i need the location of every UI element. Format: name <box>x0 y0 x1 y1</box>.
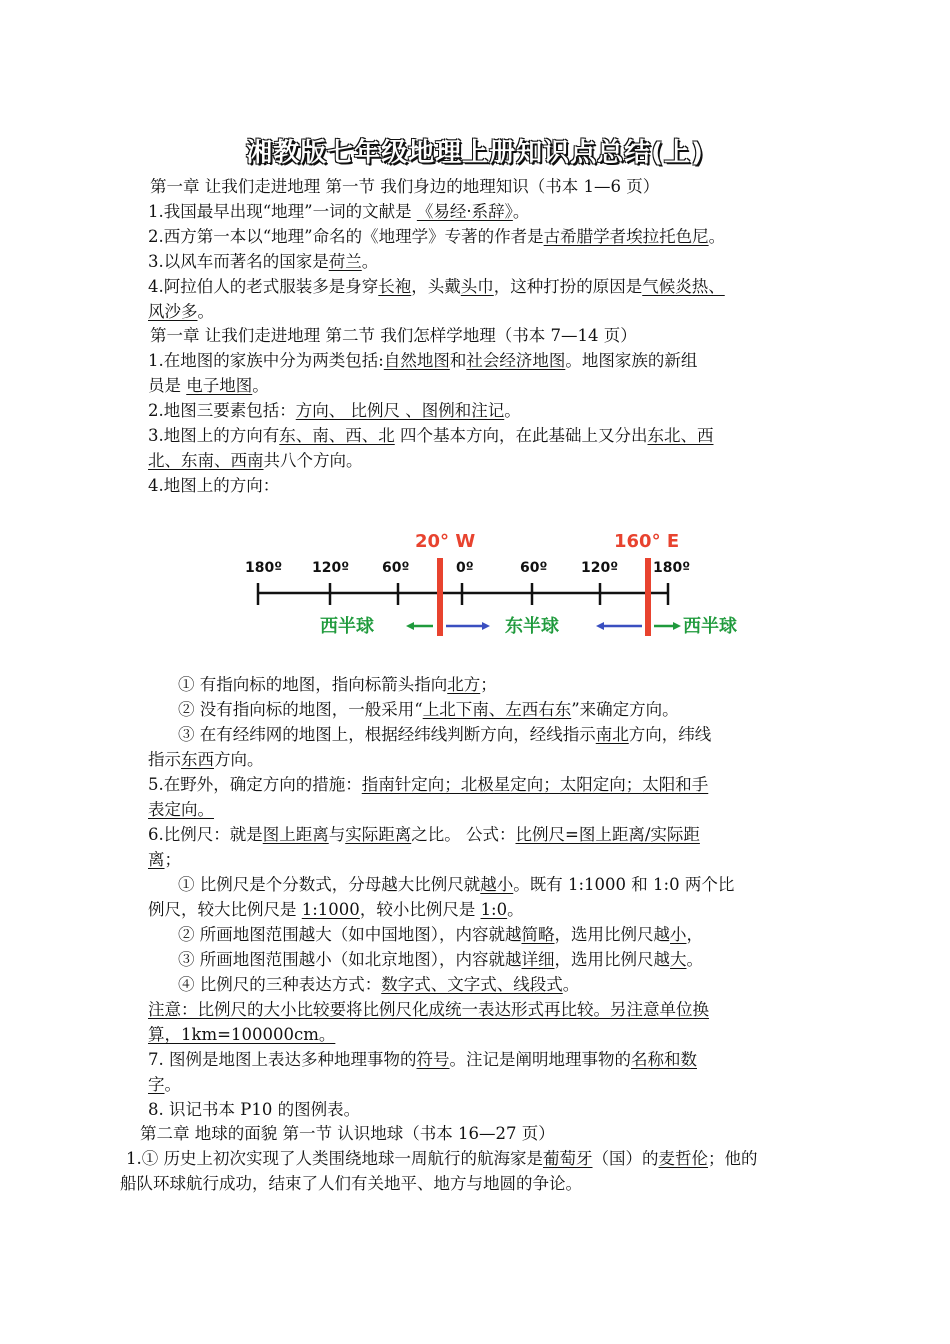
tick-label: 120º <box>312 560 350 576</box>
text-line: 2.地图三要素包括：方向、 比例尺 、图例和注记。 <box>148 401 521 420</box>
text-line: 4.阿拉伯人的老式服装多是身穿长袍，头戴头巾，这种打扮的原因是气候炎热、 <box>148 277 725 296</box>
text-line: 1.① 历史上初次实现了人类围绕地球一周航行的航海家是葡萄牙（国）的麦哲伦；他的 <box>126 1149 758 1168</box>
text-line: ② 没有指向标的地图，一般采用“上北下南、左西右东”来确定方向。 <box>178 700 679 719</box>
west-hemisphere-label: 西半球 <box>320 616 374 637</box>
tick-label: 60º <box>382 560 410 576</box>
text-line: 1.在地图的家族中分为两类包括:自然地图和社会经济地图。地图家族的新组 <box>148 351 698 370</box>
section-heading: 第一章 让我们走进地理 第一节 我们身边的地理知识（书本 1—6 页） <box>150 177 660 196</box>
text-line: 字。 <box>148 1075 181 1094</box>
text-line: 1.我国最早出现“地理”一词的文献是 《易经·系辞》。 <box>148 202 530 221</box>
label-160e: 160° E <box>614 531 680 552</box>
text-line: 离； <box>148 850 181 869</box>
text-line: 船队环球航行成功，结束了人们有关地平、地方与地圆的争论。 <box>120 1174 582 1193</box>
page-title: 湘教版七年级地理上册知识点总结(上) <box>246 138 704 168</box>
text-line: 7. 图例是地图上表达多种地理事物的符号。注记是阐明地理事物的名称和数 <box>148 1050 697 1069</box>
text-line: 风沙多。 <box>148 302 214 321</box>
tick-label: 0º <box>456 560 474 576</box>
boundary-20w <box>437 558 443 636</box>
text-line: 5.在野外，确定方向的措施：指南针定向；北极星定向；太阳定向；太阳和手 <box>148 775 709 794</box>
west-hemisphere-label-2: 西半球 <box>683 616 737 637</box>
tick-label: 120º <box>581 560 619 576</box>
text-line: ③ 所画地图范围越小（如北京地图），内容就越详细，选用比例尺越大。 <box>178 950 703 969</box>
label-20w: 20° W <box>415 531 476 552</box>
hemisphere-diagram <box>240 525 780 650</box>
tick-label: 60º <box>520 560 548 576</box>
text-line: 例尺，较大比例尺是 1:1000，较小比例尺是 1:0。 <box>148 900 524 919</box>
tick-label: 180º <box>245 560 283 576</box>
text-line: 2.西方第一本以“地理”命名的《地理学》专著的作者是古希腊学者埃拉托色尼。 <box>148 227 726 246</box>
text-line: 6.比例尺：就是图上距离与实际距离之比。 公式：比例尺=图上距离/实际距 <box>148 825 700 844</box>
text-line: 指示东西方向。 <box>148 750 264 769</box>
text-line: 3.地图上的方向有东、南、西、北 四个基本方向，在此基础上又分出东北、西 <box>148 426 714 445</box>
note-line: 算，1km=100000cm。 <box>148 1025 336 1044</box>
text-line: ④ 比例尺的三种表达方式：数字式、文字式、线段式。 <box>178 975 580 994</box>
text-line: 北、东南、西南共八个方向。 <box>148 451 363 470</box>
text-line: ① 比例尺是个分数式，分母越大比例尺就越小。既有 1:1000 和 1:0 两个比 <box>178 875 735 894</box>
east-hemisphere-label: 东半球 <box>505 616 559 637</box>
tick-label: 180º <box>653 560 691 576</box>
text-line: 表定向。 <box>148 800 214 819</box>
text-line: 4.地图上的方向： <box>148 476 280 495</box>
text-line: ③ 在有经纬网的地图上，根据经纬线判断方向，经线指示南北方向，纬线 <box>178 725 712 744</box>
section-heading: 第一章 让我们走进地理 第二节 我们怎样学地理（书本 7—14 页） <box>150 326 637 345</box>
text-line: 8. 识记书本 P10 的图例表。 <box>148 1100 361 1119</box>
text-line: ② 所画地图范围越大（如中国地图），内容就越简略，选用比例尺越小， <box>178 925 703 944</box>
text-line: 员是 电子地图。 <box>148 376 269 395</box>
text-line: 3.以风车而著名的国家是荷兰。 <box>148 252 379 271</box>
boundary-160e <box>645 558 651 636</box>
section-heading: 第二章 地球的面貌 第一节 认识地球（书本 16—27 页） <box>140 1124 555 1143</box>
note-line: 注意：比例尺的大小比较要将比例尺化成统一表达形式再比较。另注意单位换 <box>148 1000 709 1019</box>
text-line: ① 有指向标的地图，指向标箭头指向北方； <box>178 675 497 694</box>
